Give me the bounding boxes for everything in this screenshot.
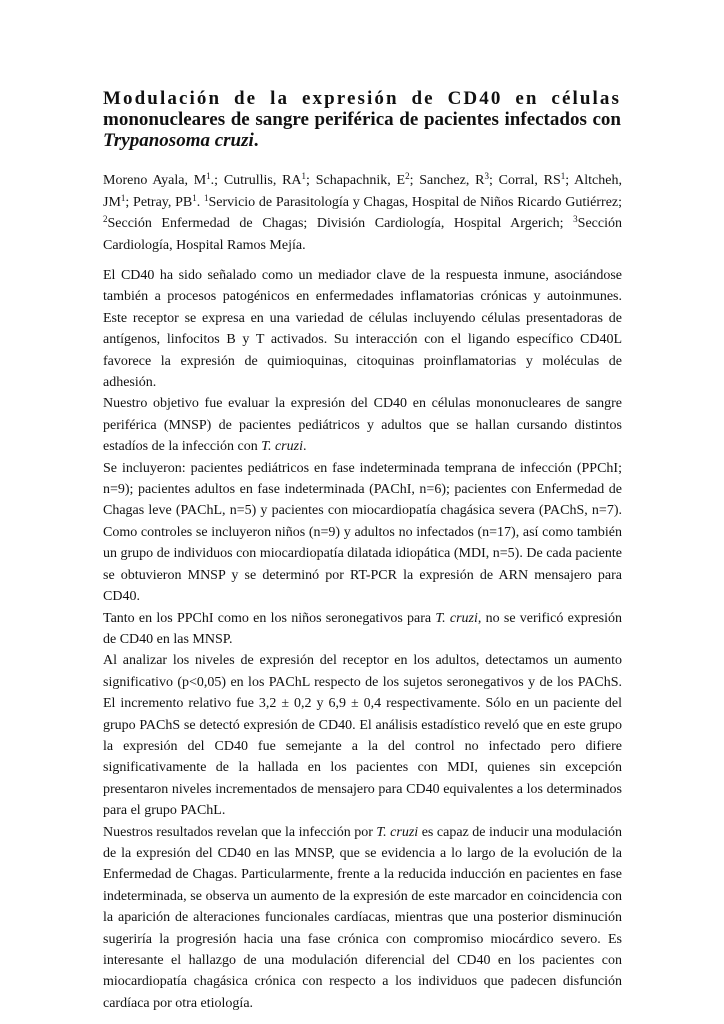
author-text: ; Sanchez, R [409,173,485,188]
affiliation-text: Sección Enfermedad de Chagas; División Cardiología, Hospital Argerich; [107,216,574,231]
title-period: . [253,130,259,151]
paragraph-result-children [103,608,622,651]
species-name: T. cruzi [376,824,419,840]
paragraph-text: . [302,439,307,455]
affiliation-mark: 3 [484,171,489,181]
affiliation-mark: 1 [301,171,307,181]
paragraph-text: Nuestros resultados revelan que la infección por [103,824,377,840]
affiliation-mark: 1 [204,192,209,203]
paragraph-result-adults: Al analizar los niveles de expresión del receptor en los adultos, detectamos un aumento significativo (p<0,05) en los PAChL respecto de los sujetos seronegativos y de los PAChS. El incremento relativo fue 3,2 ± 0,2 y 6,9 ± 0,4 respectivamente. Sólo en un paciente del grupo PAChS se detectó expresión de CD40. El análisis estadístico reveló que en este grupo la expresión del CD40 fue semejante a la del control no infectado pero difiere significativamente de la hallada en los pacientes con MDI, quienes sin excepción presentaron niveles incrementados de mensajero para CD40 equivalentes a los determinados para el grupo PAChL. [103,653,622,819]
affiliation-mark: 1 [192,192,197,203]
affiliation-mark: 2 [103,214,108,224]
affiliation-mark: 3 [573,214,578,224]
title-species: Trypanosoma cruzi [103,130,254,151]
species-name: T. cruzi [435,610,478,626]
affiliation-text: Sección Cardiología, Hospital Ramos Mejía. [103,216,622,253]
authors-affiliations [103,170,622,256]
paragraph-methods: Se incluyeron: pacientes pediátricos en fase indeterminada temprana de infección (PPChI; n=9); pacientes adultos en fase indeterminada (PAChI, n=6); pacientes con Enfermedad de Chagas leve (PAChL, n=5) y pacientes con miocardiopatía chagásica severa (PAChS, n=7). Como controles se incluyeron niños (n=9) y adultos no infectados (n=17), así como también un grupo de individuos con miocardiopatía dilatada idiopática (MDI, n=5). De cada paciente se obtuvieron MNSP y se determinó por RT-PCR la expresión de ARN mensajero para CD40. [103,460,622,605]
title-line-2: mononucleares de sangre periférica de pacientes infectados con [103,109,621,130]
title-line-1: Modulación de la expresión de CD40 en células [103,88,621,109]
paragraph-conclusion [103,822,622,1015]
document-title [103,88,621,151]
author-text: Moreno Ayala, M [103,173,207,188]
paragraph-text: Tanto en los PPChI como en los niños seronegativos para [103,610,436,626]
abstract-body [103,265,622,1014]
affiliation-mark: 1 [206,171,211,181]
affiliation-text: Servicio de Parasitología y Chagas, Hospital de Niños Ricardo Gutiérrez; [208,194,623,210]
paragraph-text: , no se verificó expresión de CD40 en las MNSP. [103,610,622,647]
author-text: ; Petray, PB [125,194,193,210]
author-text: .; Cutrullis, RA [210,173,302,188]
paragraph-text: es capaz de inducir una modulación de la expresión del CD40 en las MNSP, que se evidencia a lo largo de la evolución de la Enfermedad de Chagas. Particularmente, frente a la reducida inducción en pacientes en fase indeterminada, se observa un aumento de la expresión de este marcador en coincidencia con la aparición de alteraciones funcionales cardíacas, mientras que una posterior disminución sugeriría la progresión hacia una fase crónica con compromiso miocárdico severo. Es interesante el hallazgo de una modulación diferencial del CD40 en los pacientes con miocardiopatía chagásica crónica con respecto a los individuos que padecen disfunción cardíaca por otra etiología. [103,824,622,1011]
author-text: ; Corral, RS [488,173,561,188]
paragraph-objective [103,393,622,457]
author-text: . [196,194,205,210]
affiliation-mark: 1 [560,171,566,181]
affiliation-mark: 2 [405,171,410,181]
affiliation-mark: 1 [120,192,126,203]
paragraph-text: Nuestro objetivo fue evaluar la expresión del CD40 en células mononucleares de sangre periférica (MNSP) de pacientes pediátricos y adultos que se hallan cursando distintos estadíos de la infección con [103,396,622,455]
author-text: ; Altcheh, JM [103,173,622,210]
author-text: ; Schapachnik, E [306,173,406,188]
paragraph-background: El CD40 ha sido señalado como un mediador clave de la respuesta inmune, asociándose también a procesos patogénicos en enfermedades inflamatorias crónicas y autoinmunes. Este receptor se expresa en una variedad de células incluyendo células presentadoras de antígenos, linfocitos B y T activados. Su interacción con el ligando específico CD40L favorece la expresión de quimioquinas, citoquinas proinflamatorias y moléculas de adhesión. [103,268,622,391]
species-name: T. cruzi [261,439,303,455]
